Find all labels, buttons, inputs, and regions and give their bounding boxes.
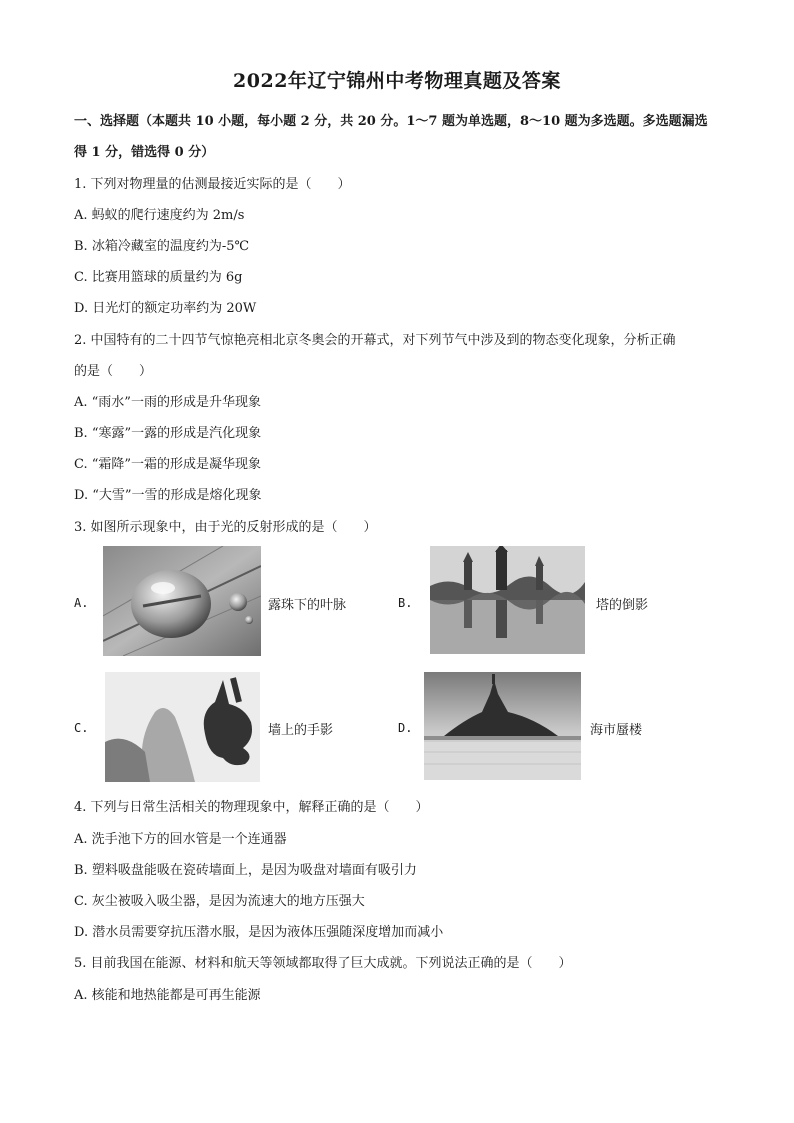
q2-option-b: B. “寒露”一露的形成是汽化现象 bbox=[74, 426, 262, 441]
q2-option-c: C. “霜降”一霜的形成是凝华现象 bbox=[74, 457, 262, 472]
q3-option-d-caption: 海市蜃楼 bbox=[590, 723, 643, 738]
q2-stem-line-1: 2. 中国特有的二十四节气惊艳亮相北京冬奥会的开幕式，对下列节气中涉及到的物态变化现象，分析正确 bbox=[74, 333, 676, 348]
q4-option-a: A. 洗手池下方的回水管是一个连通器 bbox=[74, 832, 287, 847]
q3-option-c-caption: 墙上的手影 bbox=[268, 723, 334, 738]
q3-option-d-letter: D. bbox=[398, 721, 413, 735]
q3-option-b-caption: 塔的倒影 bbox=[596, 598, 649, 613]
q4-stem: 4. 下列与日常生活相关的物理现象中，解释正确的是（ ） bbox=[74, 800, 429, 815]
q3-option-a-letter: A. bbox=[74, 596, 89, 610]
hand-shadow-photo bbox=[105, 672, 260, 782]
q3-stem: 3. 如图所示现象中，由于光的反射形成的是（ ） bbox=[74, 520, 377, 535]
section-instructions-line-1: 一、选择题（本题共 10 小题，每小题 2 分，共 20 分。1～7 题为单选题，8～10 题为多选题。多选题漏选 bbox=[74, 114, 708, 129]
q3-option-b-letter: B. bbox=[398, 596, 413, 610]
mirage-photo bbox=[424, 672, 581, 780]
q2-option-d: D. “大雪”一雪的形成是熔化现象 bbox=[74, 488, 262, 503]
q1-stem: 1. 下列对物理量的估测最接近实际的是（ ） bbox=[74, 177, 351, 192]
dewdrop-leaf-photo bbox=[103, 546, 261, 656]
q1-option-b: B. 冰箱冷藏室的温度约为-5℃ bbox=[74, 239, 250, 254]
q5-stem: 5. 目前我国在能源、材料和航天等领域都取得了巨大成就。下列说法正确的是（ ） bbox=[74, 956, 572, 971]
q3-option-a-caption: 露珠下的叶脉 bbox=[268, 598, 347, 613]
q4-option-c: C. 灰尘被吸入吸尘器，是因为流速大的地方压强大 bbox=[74, 894, 365, 909]
exam-title: 2022年辽宁锦州中考物理真题及答案 bbox=[233, 70, 561, 92]
q1-option-a: A. 蚂蚁的爬行速度约为 2m/s bbox=[74, 208, 245, 223]
q3-option-c-letter: C. bbox=[74, 721, 89, 735]
q2-option-a: A. “雨水”一雨的形成是升华现象 bbox=[74, 395, 261, 410]
q4-option-d: D. 潜水员需要穿抗压潜水服，是因为液体压强随深度增加而减小 bbox=[74, 925, 444, 940]
q1-option-d: D. 日光灯的额定功率约为 20W bbox=[74, 301, 257, 316]
q4-option-b: B. 塑料吸盘能吸在瓷砖墙面上，是因为吸盘对墙面有吸引力 bbox=[74, 863, 417, 878]
tower-reflection-photo bbox=[430, 546, 585, 654]
q2-stem-line-2: 的是（ ） bbox=[74, 364, 153, 379]
section-instructions-line-2: 得 1 分，错选得 0 分） bbox=[74, 145, 215, 160]
q1-option-c: C. 比赛用篮球的质量约为 6g bbox=[74, 270, 243, 285]
q5-option-a: A. 核能和地热能都是可再生能源 bbox=[74, 988, 261, 1003]
